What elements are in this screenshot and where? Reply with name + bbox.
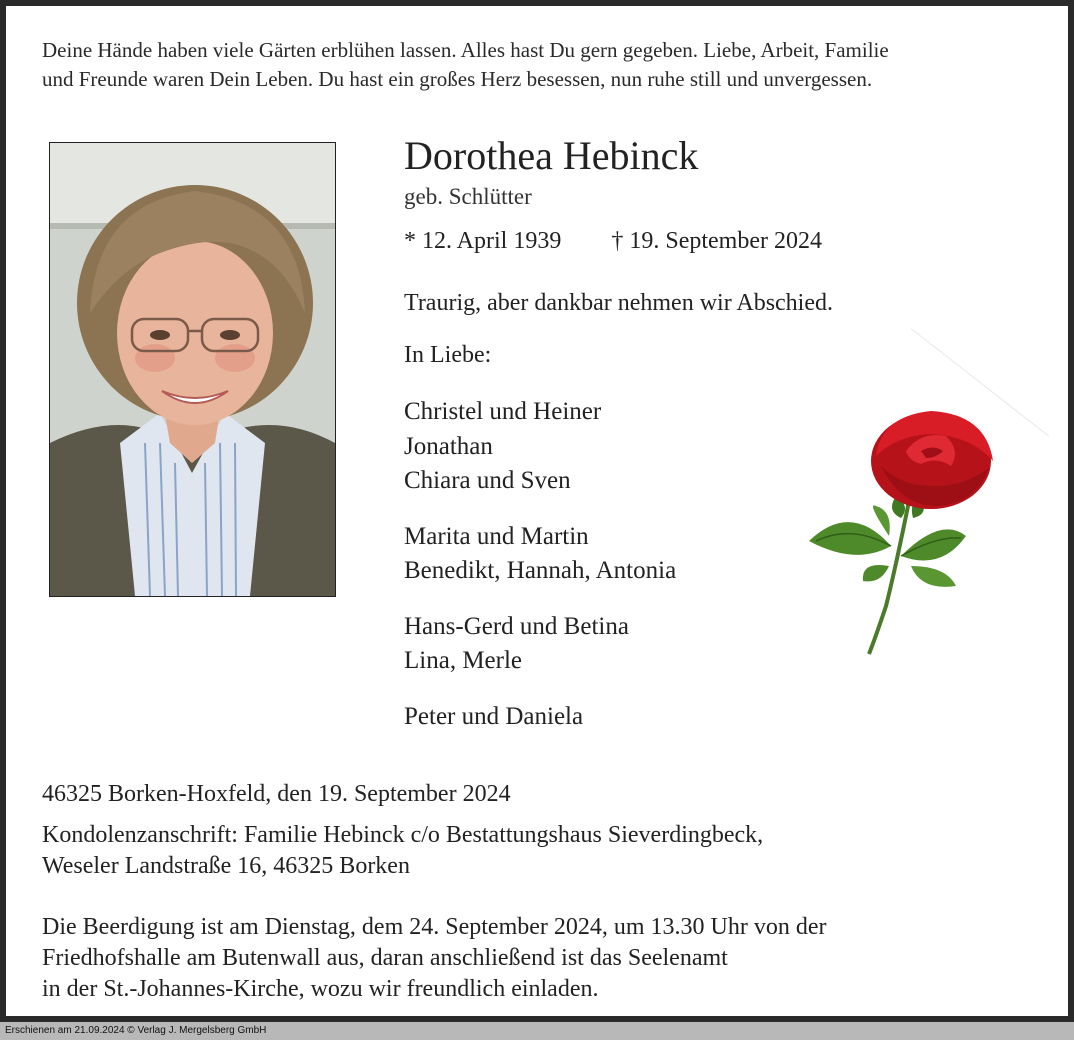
portrait-photo	[49, 142, 336, 597]
birth-name: geb. Schlütter	[404, 184, 532, 209]
condolence-line: Kondolenzanschrift: Familie Hebinck c/o Bestattungshaus Sieverdingbeck,	[42, 822, 764, 848]
mourner-group	[404, 395, 676, 499]
mourner-line: Hans-Gerd und Betina	[404, 612, 629, 640]
farewell-text: Traurig, aber dankbar nehmen wir Abschied.	[404, 290, 833, 316]
death-date: † 19. September 2024	[611, 228, 822, 254]
mourner-line: Chiara und Sven	[404, 467, 571, 494]
mourner-line: Jonathan	[404, 432, 493, 460]
portrait-image	[50, 143, 335, 596]
verse-line: Deine Hände haben viele Gärten erblühen lassen. Alles hast Du gern gegeben. Liebe, Arbeit, Familie	[42, 38, 889, 62]
funeral-notice	[42, 912, 827, 1005]
life-dates	[404, 225, 822, 257]
verse-line: und Freunde waren Dein Leben. Du hast ein großes Herz besessen, nun ruhe still und unvergessen.	[42, 67, 873, 91]
birth-date: * 12. April 1939	[404, 228, 562, 254]
verse	[42, 36, 1052, 94]
mourner-group	[404, 610, 676, 679]
funeral-line: Die Beerdigung ist am Dienstag, dem 24. September 2024, um 13.30 Uhr von der	[42, 914, 827, 940]
mourner-line: Benedikt, Hannah, Antonia	[404, 557, 677, 584]
mourner-line: Christel und Heiner	[404, 398, 602, 425]
rose-icon	[801, 406, 1001, 661]
publication-footer: Erschienen am 21.09.2024 © Verlag J. Mergelsberg GmbH	[0, 1022, 1074, 1040]
mourners-list	[404, 395, 676, 755]
in-love-label: In Liebe:	[404, 342, 492, 368]
funeral-line: in der St.-Johannes-Kirche, wozu wir freundlich einladen.	[42, 976, 599, 1002]
condolence-address	[42, 820, 763, 882]
place-and-date: 46325 Borken-Hoxfeld, den 19. September 2024	[42, 781, 511, 807]
mourner-line: Lina, Merle	[404, 647, 523, 674]
mourner-line: Peter und Daniela	[404, 702, 584, 730]
mourner-group	[404, 520, 676, 589]
condolence-line: Weseler Landstraße 16, 46325 Borken	[42, 853, 410, 879]
mourner-line: Marita und Martin	[404, 522, 589, 550]
funeral-line: Friedhofshalle am Butenwall aus, daran anschließend ist das Seelenamt	[42, 945, 728, 971]
mourner-group	[404, 700, 676, 735]
deceased-name: Dorothea Hebinck	[404, 133, 699, 178]
